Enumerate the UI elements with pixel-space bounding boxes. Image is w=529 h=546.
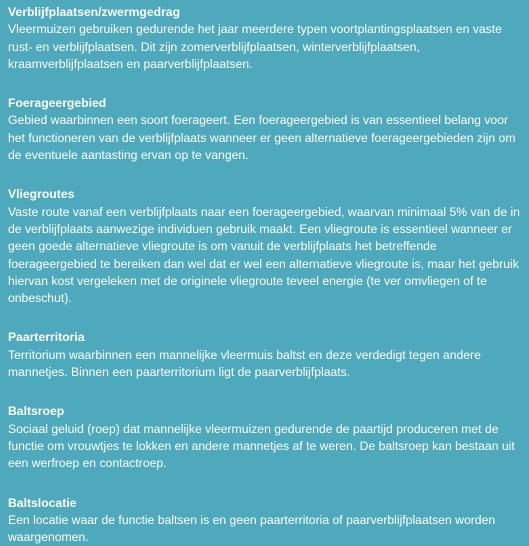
definition-text: Gebied waarbinnen een soort foerageert. Een foerageergebied is van essentieel belang voor het functioneren van de verblijfplaats wanneer er geen alternatieve foerageergebieden zijn om de eventuele aantasting ervan op te vangen. <box>8 113 516 163</box>
definition-text: Een locatie waar de functie baltsen is en geen paarterritoria of paarverblijfplaatsen worden waargenomen. <box>8 512 496 545</box>
definition-term: Baltsroep <box>8 404 65 419</box>
definition-entry-vliegroutes <box>8 186 521 307</box>
definition-entry-foerageergebied <box>8 95 521 164</box>
definition-text: Territorium waarbinnen een mannelijke vleermuis baltst en deze verdedigt tegen andere mannetjes. Binnen een paarterritorium ligt de paarverblijfplaats. <box>8 347 481 380</box>
definition-term: Vliegroutes <box>8 187 75 202</box>
definition-term: Paarterritoria <box>8 330 85 345</box>
definition-term: Foerageergebied <box>8 96 107 111</box>
definition-text: Vaste route vanaf een verblijfplaats naar een foerageergebied, waarvan minimaal 5% van de in de verblijfplaats aanwezige individuen gebruik maakt. Een vliegroute is essentieel wanneer er geen goede alternatieve vliegroute is om vanuit de verblijfplaats het betreffende foerageergebied te bereiken dan wel dat er wel een alternatieve vliegroute is, maar het gebruik hiervan kost vergeleken met de originele vliegroute teveel energie (te ver omvliegen of te onbeschut). <box>8 204 520 306</box>
definition-term: Verblijfplaatsen/zwermgedrag <box>8 5 181 19</box>
definition-entry-baltslocatie <box>8 495 521 546</box>
definition-text: Sociaal geluid (roep) dat mannelijke vleermuizen gedurende de paartijd produceren met de functie om vrouwtjes te lokken en andere mannetjes af te weren. De baltsroep kan bestaan uit een werfroep en contactroep. <box>8 421 515 471</box>
definition-entry-baltsroep <box>8 403 521 472</box>
definition-entry-paarterritoria <box>8 329 521 381</box>
definition-term: Baltslocatie <box>8 495 77 510</box>
definition-text: Vleermuizen gebruiken gedurende het jaar meerdere typen voortplantingsplaatsen en vaste rust- en verblijfplaatsen. Dit zijn zomerverblijfplaatsen, winterverblijfplaatsen, kraamverblijfplaatsen en paarverblijfplaatsen. <box>8 22 502 71</box>
definition-entry-verblijfplaatsen <box>8 4 521 73</box>
